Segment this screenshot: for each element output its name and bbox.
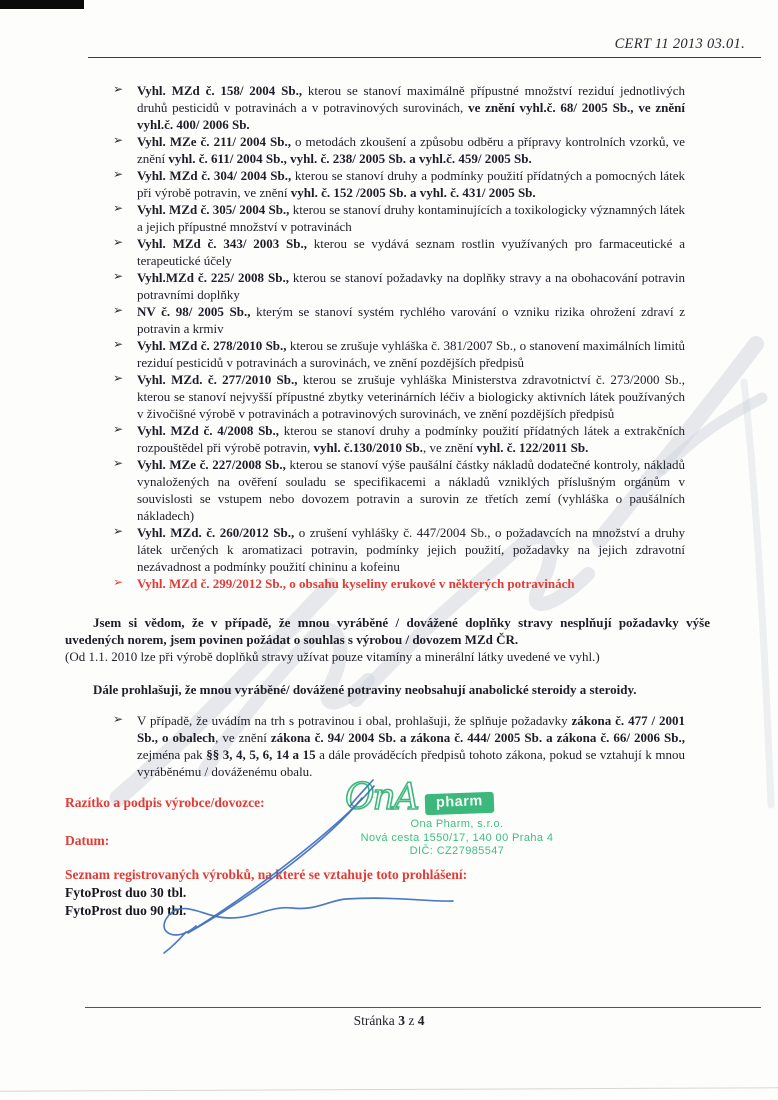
text-run-bold: §§ 3, 4, 5, 6, 14 a 15 — [206, 747, 316, 762]
packaging-declaration-text — [137, 713, 685, 779]
text-run-bold: Vyhl. MZd č. 278/2010 Sb., — [137, 338, 287, 353]
regulations-list — [65, 82, 710, 592]
text-run-bold: Vyhl. MZd č. 158/ 2004 Sb., — [137, 83, 303, 98]
text-run-bold: Vyhl. MZd č. 299/2012 Sb., o obsahu kyseliny erukové v některých potravinách — [137, 576, 575, 591]
text-run: , ve znění — [215, 730, 271, 745]
regulation-text — [137, 525, 685, 574]
declaration-steroids: Dále prohlašuji, že mnou vyráběné/ dovážené potraviny neobsahují anabolické steroidy a steroidy. — [93, 682, 637, 697]
text-run: kterou se stanoví maximálně přípustné množství reziduí jednotlivých druhů pesticidů v potravinách a v potravinových surovinách, — [137, 83, 685, 115]
text-run-bold: NV č. 98/ 2005 Sb., — [137, 304, 251, 319]
date-label: Datum: — [65, 833, 110, 848]
text-run-bold: Vyhl.MZd č. 225/ 2008 Sb., — [137, 270, 289, 285]
regulation-text — [137, 134, 685, 166]
text-run-bold: Vyhl. MZd č. 4/2008 Sb., — [137, 423, 280, 438]
stamp-signature-label: Razítko a podpis výrobce/dovozce: — [65, 795, 265, 810]
text-run-bold: zákona č. 477 / 2001 Sb., o obalech — [137, 713, 685, 745]
regulation-text — [137, 372, 685, 421]
products-list — [65, 884, 710, 920]
regulation-item — [65, 167, 685, 201]
text-run: kterou se stanoví druhy a podmínky použití přídatných a pomocných látek při výrobě potravin, ve znění — [137, 168, 685, 200]
declaration-note: (Od 1.1. 2010 lze při výrobě doplňků stravy užívat pouze vitamíny a minerální látky uvedené ve vyhl.) — [65, 649, 600, 664]
stamp-signature-section — [65, 777, 710, 858]
regulation-item — [65, 303, 685, 337]
list-arrow-icon: ➢ — [113, 167, 124, 181]
regulation-text — [137, 576, 575, 591]
text-run: kterou se stanoví požadavky na doplňky stravy a na obohacování potravin potravními doplňky — [137, 270, 685, 302]
text-run: kterou se stanoví výše paušální částky nákladů dodatečné kontroly, nákladů vynaložených na ověření souladu se specifikacemi a nákladů vzniklých příslušným orgánům v souvislosti se vstupem nebo dovozem potravin a surovin ze třetích zemí (vyhláška o paušálních nákladech) — [137, 457, 685, 523]
document-code: CERT 11 2013 03.01. — [614, 36, 745, 52]
regulation-item — [65, 422, 685, 456]
regulation-item — [65, 82, 685, 133]
text-run-bold: vyhl. č. 152 /2005 Sb. a vyhl. č. 431/ 2005 Sb. — [290, 185, 536, 200]
list-arrow-icon: ➢ — [113, 575, 124, 589]
text-run: kterou se stanoví druhy kontaminujících a toxikologicky významných látek a jejich přípustné množství v potravinách — [137, 202, 685, 234]
regulation-text — [137, 423, 685, 455]
regulation-item — [65, 575, 685, 592]
list-arrow-icon: ➢ — [113, 235, 124, 249]
regulation-text — [137, 83, 685, 132]
text-run: a dále prováděcích předpisů tohoto zákona, pokud se vztahují k mnou vyráběnému / dováženému obalu. — [137, 747, 685, 779]
list-arrow-icon: ➢ — [113, 712, 124, 726]
stamp-tax-id: DIČ: CZ27985547 — [409, 845, 505, 857]
regulation-text — [137, 304, 685, 336]
stamp-address: Nová cesta 1550/17, 140 00 Praha 4 — [360, 831, 554, 844]
registered-products — [65, 866, 710, 920]
text-run: kterou se stanoví druhy a podmínky použití přídatných látek a extrakčních rozpouštědel při výrobě potravin, — [137, 423, 685, 455]
regulation-item — [65, 133, 685, 167]
page-number-current: 3 — [398, 1013, 405, 1028]
product-item: FytoProst duo 90 tbl. — [65, 903, 187, 918]
product-item: FytoProst duo 30 tbl. — [65, 885, 187, 900]
text-run-bold: Vyhl. MZd č. 305/ 2004 Sb., — [137, 202, 290, 217]
regulation-text — [137, 338, 685, 370]
page-number-separator: z — [404, 1013, 418, 1028]
text-run-bold: zákona č. 94/ 2004 Sb. a zákona č. 444/ 2005 Sb. a zákona č. 66/ 2006 Sb., — [270, 730, 686, 745]
regulation-text — [137, 168, 685, 200]
text-run-bold: vyhl. č. 122/2011 Sb. — [476, 440, 589, 455]
regulation-text — [137, 457, 685, 523]
regulation-item — [65, 269, 685, 303]
page-number — [0, 1013, 778, 1029]
declaration-supplements: Jsem si vědom, že v případě, že mnou vyráběné / dovážené doplňky stravy nesplňují požadavky výše uvedených norem, jsem povinen požádat o souhlas s výrobou / dovozem MZd ČR. — [65, 615, 710, 647]
text-run-bold: Vyhl. MZe č. 211/ 2004 Sb., — [137, 134, 291, 149]
stamp-company-name: Ona Pharm, s.r.o. — [410, 818, 504, 830]
company-stamp — [337, 778, 577, 859]
list-arrow-icon: ➢ — [113, 337, 124, 351]
pharm-logo-box: pharm — [425, 792, 495, 815]
scan-bottom-edge — [0, 1087, 778, 1091]
text-run: o zrušení vyhlášky č. 447/2004 Sb., o požadavcích na množství a druhy látek určených k aromatizaci potravin, podmínky jejich použití, požadavky na jejich zdravotní nezávadnost a podmínky použití chininu a kofeinu — [137, 525, 685, 574]
list-arrow-icon: ➢ — [113, 201, 124, 215]
page-number-prefix: Stránka — [353, 1013, 399, 1028]
text-run: zejména pak — [137, 747, 207, 762]
text-run-bold: Vyhl. MZd č. 343/ 2003 Sb., — [137, 236, 307, 251]
regulation-item — [65, 235, 685, 269]
regulation-item — [65, 524, 685, 575]
regulation-item — [65, 337, 685, 371]
regulation-text — [137, 270, 685, 302]
text-run: o metodách zkoušení a způsobu odběru a přípravy kontrolních vzorků, ve znění — [137, 134, 686, 166]
list-arrow-icon: ➢ — [113, 133, 124, 147]
page-number-total: 4 — [417, 1013, 425, 1028]
text-run: kterou se vydává seznam rostlin využívaných pro farmaceutické a terapeutické účely — [137, 236, 685, 268]
text-run: , ve znění — [422, 440, 477, 455]
text-run-bold: ve znění vyhl.č. 68/ 2005 Sb., ve znění vyhl.č. 400/ 2006 Sb. — [137, 100, 686, 132]
text-run-bold: Vyhl. MZe č. 227/2008 Sb., — [137, 457, 286, 472]
text-run-bold: Vyhl. MZd č. 304/ 2004 Sb., — [137, 168, 292, 183]
regulation-text — [137, 202, 685, 234]
text-run-bold: vyhl. č.130/2010 Sb. — [313, 440, 423, 455]
regulation-item — [65, 201, 685, 235]
text-run: V případě, že uvádím na trh s potravinou i obal, prohlašuji, že splňuje požadavky — [137, 713, 572, 728]
regulation-item — [65, 456, 685, 524]
stamp-logo — [337, 778, 577, 818]
regulation-text — [137, 236, 685, 268]
list-arrow-icon: ➢ — [113, 82, 124, 96]
text-run: kterou se zrušuje vyhláška Ministerstva zdravotnictví č. 273/2000 Sb., kterou se stanoví nejvyšší přípustné zbytky veterinárních léčiv a biologicky aktivních látek používaných v živočišné výrobě v potravinách a potravinových surovinách, ve znění pozdějších předpisů — [137, 372, 685, 421]
list-arrow-icon: ➢ — [113, 303, 124, 317]
svg-text:OnA: OnA — [345, 777, 418, 818]
list-arrow-icon: ➢ — [113, 524, 124, 538]
text-run-bold: vyhl. č. 611/ 2004 Sb., vyhl. č. 238/ 2005 Sb. a vyhl.č. 459/ 2005 Sb. — [168, 151, 532, 166]
products-heading: Seznam registrovaných výrobků, na které se vztahuje toto prohlášení: — [65, 867, 468, 882]
text-run: kterým se stanoví systém rychlého varování o vzniku rizika ohrožení zdraví z potravin a krmiv — [137, 304, 685, 336]
list-arrow-icon: ➢ — [113, 456, 124, 470]
packaging-declaration-item — [65, 712, 685, 780]
text-run-bold: Vyhl. MZd. č. 277/2010 Sb., — [137, 372, 298, 387]
list-arrow-icon: ➢ — [113, 269, 124, 283]
list-arrow-icon: ➢ — [113, 371, 124, 385]
footer-divider — [85, 1007, 761, 1008]
text-run: kterou se zrušuje vyhláška č. 381/2007 Sb., o stanovení maximálních limitů reziduí pesticidů v potravinách a surovinách, ve znění pozdějších předpisů — [137, 338, 685, 370]
text-run-bold: Vyhl. MZd. č. 260/2012 Sb., — [137, 525, 295, 540]
regulation-item — [65, 371, 685, 422]
list-arrow-icon: ➢ — [113, 422, 124, 436]
